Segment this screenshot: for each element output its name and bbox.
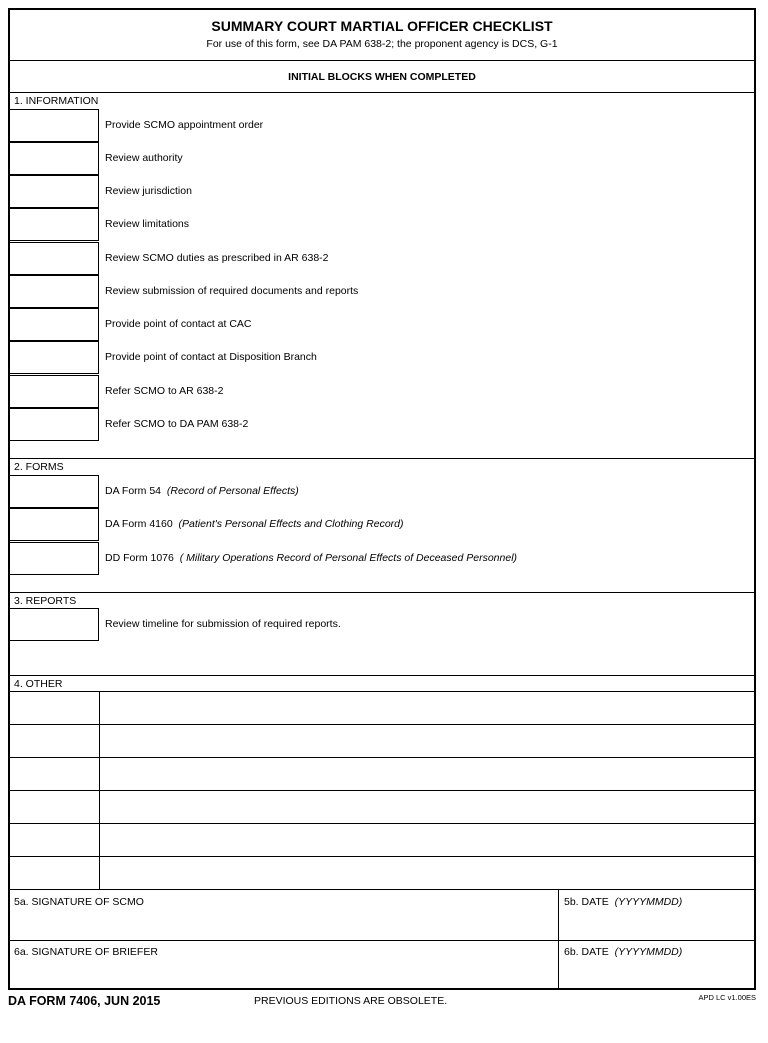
list-item: Provide point of contact at CAC [105,318,252,330]
version-label: APD LC v1.00ES [698,993,756,1002]
form-id: DA FORM 7406, JUN 2015 [8,994,161,1008]
section-label-reports: 3. REPORTS [14,595,77,607]
initial-blocks-heading: INITIAL BLOCKS WHEN COMPLETED [288,71,476,83]
other-item-field[interactable] [100,824,754,857]
form-description: (Record of Personal Effects) [166,485,299,497]
divider [10,92,754,93]
initial-box[interactable] [10,475,99,508]
other-item-field[interactable] [100,692,754,725]
initial-box[interactable] [10,408,99,441]
form-number: DD Form 1076 [105,552,174,564]
date-label-text: 6b. DATE [564,946,609,958]
form-description: ( Military Operations Record of Personal Effects of Deceased Personnel) [179,552,518,564]
list-item: Refer SCMO to AR 638-2 [105,385,224,397]
initial-box[interactable] [10,208,99,241]
initial-box[interactable] [10,791,100,824]
list-item: Refer SCMO to DA PAM 638-2 [105,418,249,430]
section-label-other: 4. OTHER [14,678,63,690]
checklist-form [8,8,756,990]
initial-box[interactable] [10,341,99,374]
list-item: Provide point of contact at Disposition Branch [105,351,317,363]
divider [10,458,754,459]
list-item: Review authority [105,152,183,164]
other-item-field[interactable] [100,758,754,791]
list-item: Review limitations [105,218,190,230]
list-item [105,485,299,497]
divider [10,592,754,593]
date-format-hint: (YYYYMMDD) [614,896,683,908]
list-item: Review SCMO duties as prescribed in AR 638-2 [105,252,329,264]
other-item-field[interactable] [100,725,754,758]
initial-box[interactable] [10,142,99,175]
scmo-signature-label: 5a. SIGNATURE OF SCMO [14,896,144,908]
scmo-signature-field[interactable] [10,890,558,940]
other-item-field[interactable] [100,857,754,890]
initial-box[interactable] [10,608,99,641]
other-item-field[interactable] [100,791,754,824]
initial-box[interactable] [10,175,99,208]
form-subtitle: For use of this form, see DA PAM 638-2; the proponent agency is DCS, G-1 [206,38,558,50]
initial-box[interactable] [10,508,99,541]
form-title: SUMMARY COURT MARTIAL OFFICER CHECKLIST [211,18,553,34]
list-item [105,518,404,530]
date-label-text: 5b. DATE [564,896,609,908]
initial-box[interactable] [10,308,99,341]
initial-box[interactable] [10,758,100,791]
section-label-information: 1. INFORMATION [14,95,99,107]
briefer-signature-field[interactable] [10,941,558,990]
date-format-hint: (YYYYMMDD) [614,946,683,958]
initial-box[interactable] [10,542,99,575]
list-item: Provide SCMO appointment order [105,119,264,131]
list-item [105,552,517,564]
list-item: Review submission of required documents and reports [105,285,359,297]
briefer-date-field[interactable] [559,941,754,990]
scmo-date-field[interactable] [559,890,754,940]
initial-box[interactable] [10,824,100,857]
divider [10,675,754,676]
form-number: DA Form 4160 [105,518,173,530]
initial-box[interactable] [10,375,99,408]
section-label-forms: 2. FORMS [14,461,64,473]
initial-box[interactable] [10,725,100,758]
obsolete-notice: PREVIOUS EDITIONS ARE OBSOLETE. [254,995,448,1007]
form-number: DA Form 54 [105,485,162,497]
initial-box[interactable] [10,692,100,725]
briefer-signature-label: 6a. SIGNATURE OF BRIEFER [14,946,158,958]
initial-box[interactable] [10,275,99,308]
list-item: Review timeline for submission of required reports. [105,618,341,630]
divider [10,60,754,61]
initial-box[interactable] [10,109,99,142]
initial-box[interactable] [10,857,100,890]
list-item: Review jurisdiction [105,185,192,197]
initial-box[interactable] [10,242,99,275]
form-description: (Patient's Personal Effects and Clothing Record) [178,518,404,530]
